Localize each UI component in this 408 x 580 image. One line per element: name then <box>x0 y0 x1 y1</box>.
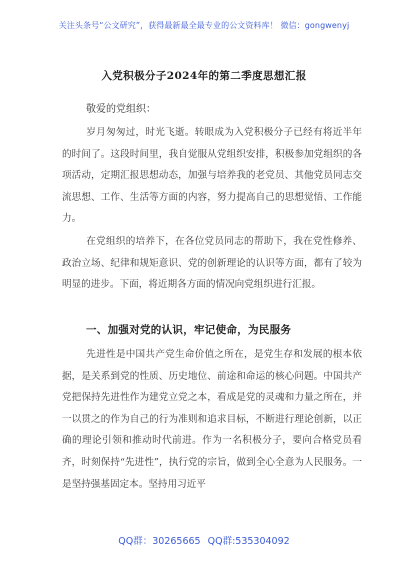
greeting: 敬爱的党组织： <box>86 104 156 115</box>
section-paragraph <box>62 344 362 495</box>
section-heading: 一、加强对党的认识，牢记使命，为民服务 <box>86 324 292 336</box>
section-paragraph-text: 先进性是中国共产党生命价值之所在，是党生存和发展的根本依据，是关系到党的性质、历史地位、前途和命运的核心问题。中国共产党把保持先进性作为建党立党之本，看成是党的灵魂和力量之所在，并一以贯之的作为自己的行为准则和追求目标，不断进行理论创新，以正确的理论引领和推动时代前进。作为一名积极分子，要向合格党员看齐，时刻保持“先进性”，执行党的宗旨，做到全心全意为人民服务。一是坚持强基固定本。坚持用习近平 <box>62 349 362 490</box>
paragraph-1-text: 岁月匆匆过，时光飞逝。转眼成为入党积极分子已经有将近半年的时间了。这段时间里，我自觉服从党组织安排，积极参加党组织的各项活动，定期汇报思想动态，加强与培养我的老党员、其他党员同志交流思想、工作、生活等方面的内容，努力提高自己的思想觉悟、工作能力。 <box>62 127 362 225</box>
paragraph-2 <box>62 231 362 296</box>
promo-banner: 关注头条号“公文研究”，获得最新最全最专业的公文资料库！ 微信：gongwenyj <box>58 21 350 30</box>
document-title: 入党积极分子2024年的第二季度思想汇报 <box>101 70 307 82</box>
footer-qq-group-2: QQ群:535304092 <box>207 536 290 547</box>
paragraph-1 <box>62 122 362 230</box>
footer <box>0 533 408 547</box>
footer-qq-group: QQ群：30265665 <box>118 536 201 547</box>
paragraph-2-text: 在党组织的培养下，在各位党员同志的帮助下，我在党性修养、政治立场、纪律和规矩意识、党的创新理论的认识等方面，都有了较为明显的进步。下面，将近期各方面的情况向党组织进行汇报。 <box>62 236 362 291</box>
